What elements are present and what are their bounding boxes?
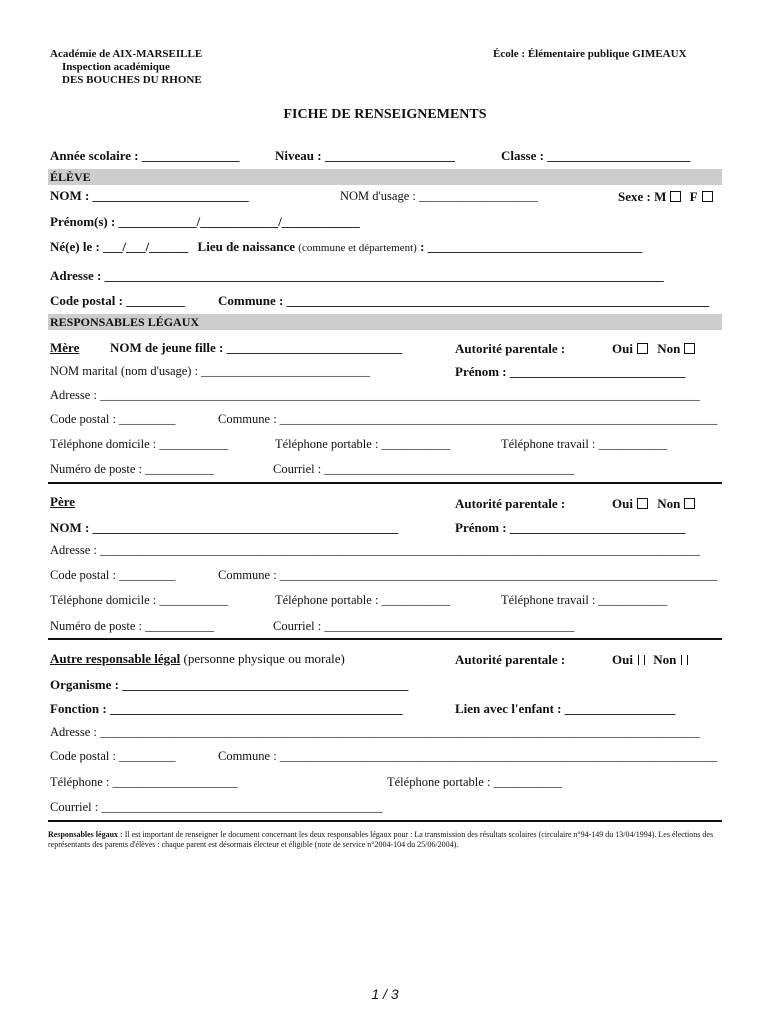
pere-oui-label: Oui bbox=[612, 496, 633, 511]
note-text: Il est important de renseigner le document concernant les deux responsables légaux pour : La transmission des résultats scolaires (circulaire n°94-149 du 13/04/1994). Les élections des représentants des parents d'élèves : chaque parent est désormais électeur et éligible (note de service n°2004-104 du 25/06/2004). bbox=[48, 830, 714, 849]
pere-tel-travail-field[interactable]: Téléphone travail : ___________ bbox=[501, 593, 668, 607]
eleve-nom-field[interactable]: NOM : ________________________ bbox=[50, 188, 249, 203]
pere-tel-portable-field[interactable]: Téléphone portable : ___________ bbox=[275, 593, 451, 607]
pere-non-checkbox[interactable] bbox=[684, 498, 695, 509]
pere-poste-field[interactable]: Numéro de poste : ___________ bbox=[50, 619, 214, 633]
academie-label: Académie de AIX-MARSEILLE bbox=[50, 48, 203, 60]
naissance-row bbox=[50, 239, 642, 255]
pere-oui-checkbox[interactable] bbox=[637, 498, 648, 509]
autre-oui-checkbox[interactable] bbox=[638, 655, 639, 665]
eleve-commune-field[interactable]: Commune : _________________________________________________________________ bbox=[218, 293, 710, 308]
mere-non-checkbox[interactable] bbox=[684, 343, 695, 354]
sexe-m-label: Sexe : M bbox=[618, 189, 667, 204]
mere-nom-jeune-fille-field[interactable]: NOM de jeune fille : ___________________________ bbox=[110, 340, 403, 355]
mere-commune-field[interactable]: Commune : ______________________________________________________________________ bbox=[218, 412, 718, 426]
note-label: Responsables légaux : bbox=[48, 830, 123, 839]
autre-organisme-field[interactable]: Organisme : ____________________________________________ bbox=[50, 677, 409, 692]
autre-code-postal-field[interactable]: Code postal : _________ bbox=[50, 749, 176, 763]
sexe-selector bbox=[618, 189, 713, 205]
autre-non-label: Non bbox=[653, 652, 677, 667]
pere-courriel-field[interactable]: Courriel : ________________________________________ bbox=[273, 619, 575, 633]
eleve-section-title: ÉLÈVE bbox=[50, 170, 91, 184]
pere-heading: Père bbox=[50, 494, 76, 509]
autre-tel-portable-field[interactable]: Téléphone portable : ___________ bbox=[387, 775, 563, 789]
mere-adresse-field[interactable]: Adresse : ________________________________________________________________________________________________ bbox=[50, 388, 700, 402]
mere-oui-label: Oui bbox=[612, 341, 633, 356]
mere-tel-domicile-field[interactable]: Téléphone domicile : ___________ bbox=[50, 437, 229, 451]
mere-prenom-field[interactable]: Prénom : ___________________________ bbox=[455, 364, 686, 379]
responsables-section-band bbox=[48, 314, 722, 330]
pere-prenom-field[interactable]: Prénom : ___________________________ bbox=[455, 520, 686, 535]
autre-oui-label: Oui bbox=[612, 652, 633, 667]
autre-oui-checkbox-edge bbox=[644, 655, 645, 665]
mere-oui-checkbox[interactable] bbox=[637, 343, 648, 354]
sexe-f-label: F bbox=[689, 189, 698, 204]
pere-commune-field[interactable]: Commune : ______________________________________________________________________ bbox=[218, 568, 718, 582]
pere-autorite-label: Autorité parentale : bbox=[455, 496, 566, 511]
departement-label: DES BOUCHES DU RHONE bbox=[62, 74, 202, 86]
mere-tel-portable-field[interactable]: Téléphone portable : ___________ bbox=[275, 437, 451, 451]
lieu-naissance-field[interactable]: : _________________________________ bbox=[420, 239, 643, 254]
autre-non-checkbox-edge bbox=[687, 655, 688, 665]
lieu-naissance-label: Lieu de naissance bbox=[197, 239, 296, 254]
pere-tel-domicile-field[interactable]: Téléphone domicile : ___________ bbox=[50, 593, 229, 607]
page-title: FICHE DE RENSEIGNEMENTS bbox=[283, 107, 487, 122]
autre-autorite-label: Autorité parentale : bbox=[455, 652, 566, 667]
eleve-code-postal-field[interactable]: Code postal : _________ bbox=[50, 293, 185, 308]
annee-scolaire-field[interactable]: Année scolaire : _______________ bbox=[50, 148, 240, 163]
pere-non-label: Non bbox=[657, 496, 681, 511]
autre-courriel-field[interactable]: Courriel : _____________________________________________ bbox=[50, 800, 383, 814]
page-number: 1 / 3 bbox=[371, 986, 399, 1002]
date-naissance-field[interactable]: Né(e) le : ___/___/______ bbox=[50, 239, 189, 254]
autre-heading-row bbox=[50, 651, 345, 667]
autre-adresse-field[interactable]: Adresse : ________________________________________________________________________________________________ bbox=[50, 725, 700, 739]
divider-mere-pere bbox=[48, 482, 722, 484]
autre-commune-field[interactable]: Commune : ______________________________________________________________________ bbox=[218, 749, 718, 763]
ecole-label: École : Élémentaire publique GIMEAUX bbox=[493, 48, 687, 60]
autre-subtitle: (personne physique ou morale) bbox=[183, 651, 345, 666]
autre-fonction-field[interactable]: Fonction : _____________________________________________ bbox=[50, 701, 403, 716]
divider-pere-autre bbox=[48, 638, 722, 640]
classe-field[interactable]: Classe : ______________________ bbox=[501, 148, 691, 163]
sexe-m-checkbox[interactable] bbox=[670, 191, 681, 202]
pere-nom-field[interactable]: NOM : _______________________________________________ bbox=[50, 520, 399, 535]
pere-adresse-field[interactable]: Adresse : ________________________________________________________________________________________________ bbox=[50, 543, 700, 557]
mere-autorite-options bbox=[612, 341, 695, 357]
mere-non-label: Non bbox=[657, 341, 681, 356]
inspection-label: Inspection académique bbox=[62, 61, 170, 73]
sexe-f-checkbox[interactable] bbox=[702, 191, 713, 202]
mere-nom-marital-field[interactable]: NOM marital (nom d'usage) : ___________________________ bbox=[50, 364, 370, 378]
responsables-section-title: RESPONSABLES LÉGAUX bbox=[50, 315, 200, 329]
pere-code-postal-field[interactable]: Code postal : _________ bbox=[50, 568, 176, 582]
mere-courriel-field[interactable]: Courriel : ________________________________________ bbox=[273, 462, 575, 476]
eleve-adresse-field[interactable]: Adresse : ______________________________________________________________________________________ bbox=[50, 268, 664, 283]
autre-autorite-options bbox=[612, 652, 693, 668]
niveau-field[interactable]: Niveau : ____________________ bbox=[275, 148, 455, 163]
eleve-nom-usage-field[interactable]: NOM d'usage : ___________________ bbox=[340, 189, 538, 203]
pere-autorite-options bbox=[612, 496, 695, 512]
autre-non-checkbox[interactable] bbox=[681, 655, 682, 665]
divider-note bbox=[48, 820, 722, 822]
mere-poste-field[interactable]: Numéro de poste : ___________ bbox=[50, 462, 214, 476]
responsables-note bbox=[48, 830, 720, 850]
mere-code-postal-field[interactable]: Code postal : _________ bbox=[50, 412, 176, 426]
autre-telephone-field[interactable]: Téléphone : ____________________ bbox=[50, 775, 238, 789]
autre-heading: Autre responsable légal bbox=[50, 651, 181, 666]
eleve-section-band bbox=[48, 169, 722, 185]
mere-heading: Mère bbox=[50, 340, 80, 355]
mere-tel-travail-field[interactable]: Téléphone travail : ___________ bbox=[501, 437, 668, 451]
mere-autorite-label: Autorité parentale : bbox=[455, 341, 566, 356]
prenoms-field[interactable]: Prénom(s) : ____________/____________/____________ bbox=[50, 214, 360, 229]
autre-lien-enfant-field[interactable]: Lien avec l'enfant : _________________ bbox=[455, 701, 676, 716]
lieu-naissance-detail: (commune et département) bbox=[298, 242, 417, 254]
